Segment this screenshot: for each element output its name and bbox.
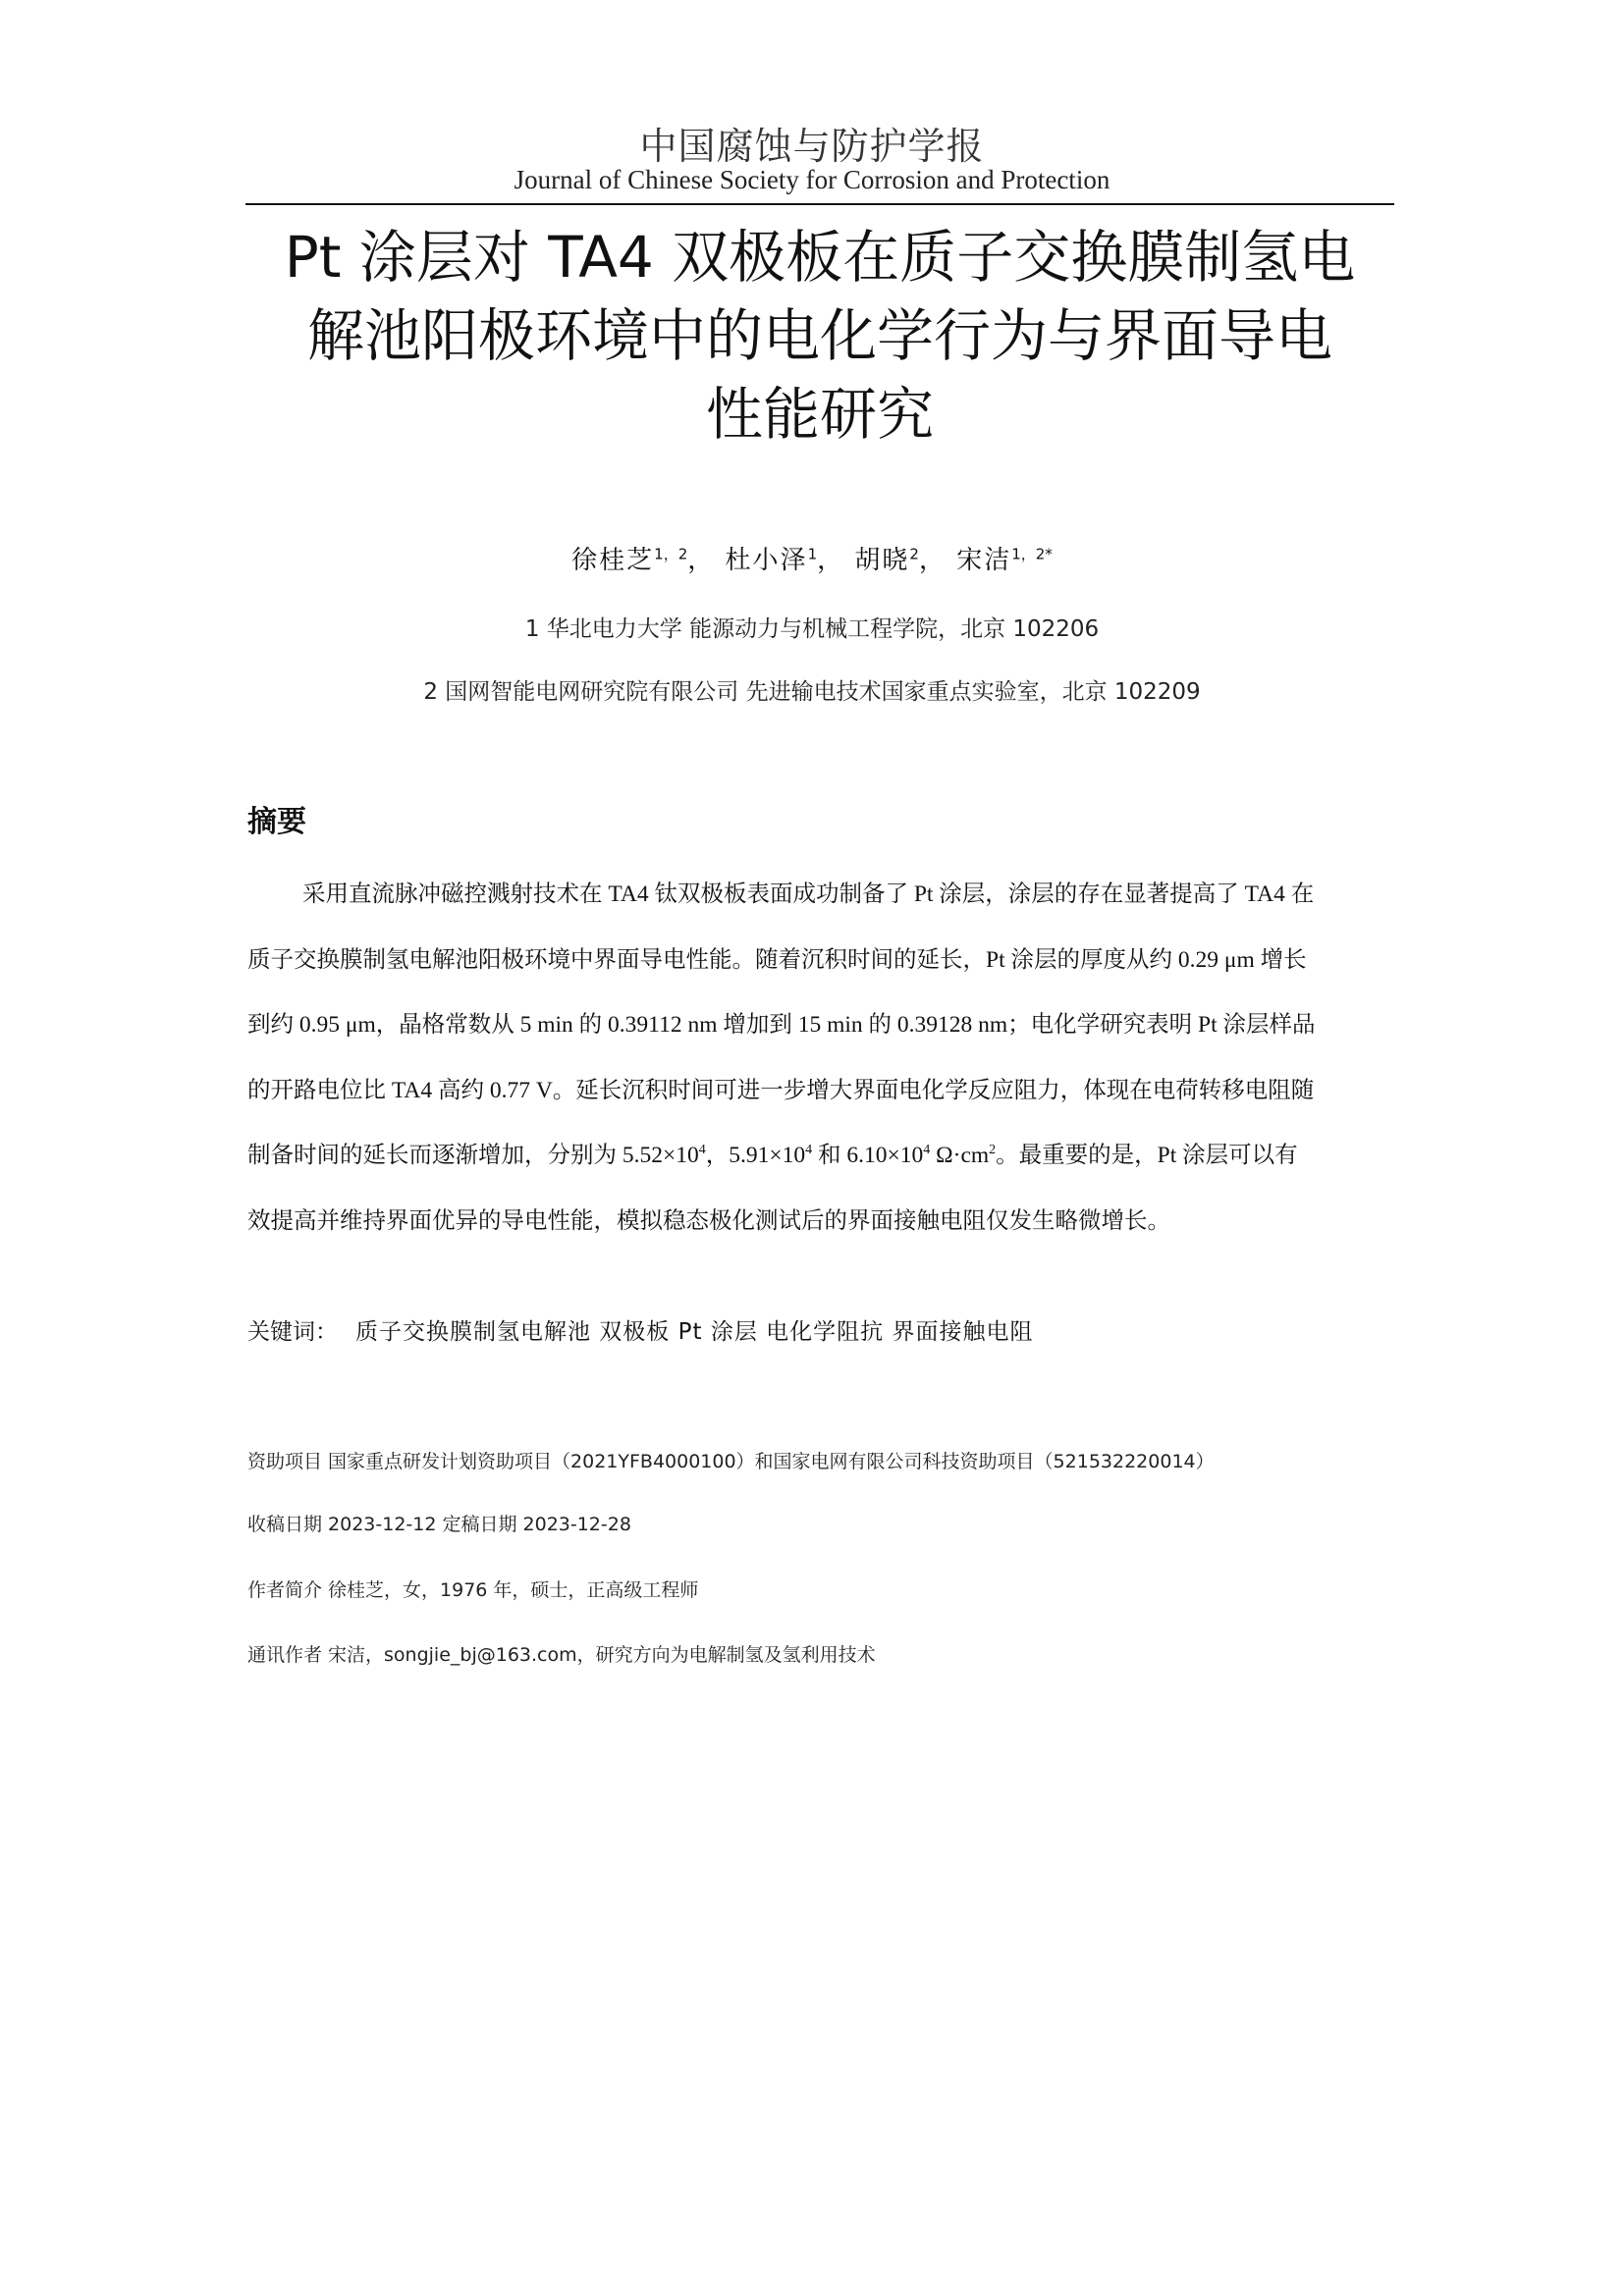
footnote-label: 通讯作者 [247, 1644, 323, 1666]
footnote-dates [247, 1510, 631, 1536]
author-name: 徐桂芝 [571, 546, 655, 575]
abstract-line: 采用直流脉冲磁控溅射技术在 TA4 钛双极板表面成功制备了 Pt 涂层，涂层的存在显著提高了 TA4 在 [302, 881, 1315, 907]
affiliation-2: 2 国网智能电网研究院有限公司 先进输电技术国家重点实验室，北京 102209 [423, 679, 1201, 705]
abstract-fragment: 。 [996, 1143, 1019, 1169]
footnote-label: 资助项目 [247, 1451, 323, 1472]
footnote-text: 2023-12-12 定稿日期 2023-12-28 [328, 1514, 631, 1535]
footnote-author-bio [247, 1575, 698, 1602]
abstract-line [247, 1123, 1386, 1189]
author-separator: ， [918, 546, 947, 575]
abstract-fragment: 和 6.10×10 [812, 1143, 924, 1169]
journal-name-en: Journal of Chinese Society for Corrosion and Protection [514, 165, 1110, 194]
footnote-corresponding-author [247, 1640, 876, 1667]
author-name: 宋洁 [956, 546, 1012, 575]
author-separator: ， [817, 546, 845, 575]
title-line: Pt 涂层对 TA4 双极板在质子交换膜制氢电 [284, 224, 1356, 291]
footnote-funding [247, 1447, 1215, 1473]
author-affil-mark: 1，2 [654, 545, 688, 563]
abstract-line: 效提高并维持界面优异的导电性能，模拟稳态极化测试后的界面接触电阻仅发生略微增长。 [247, 1207, 1170, 1234]
footnote-text: 徐桂芝，女，1976 年，硕士，正高级工程师 [328, 1579, 699, 1601]
author-separator: ， [687, 546, 716, 575]
author-name: 杜小泽 [725, 546, 808, 575]
title-line: 解池阳极环境中的电化学行为与界面导电 [306, 302, 1332, 369]
journal-name-cn: 中国腐蚀与防护学报 [639, 125, 985, 168]
affiliation-1: 1 华北电力大学 能源动力与机械工程学院，北京 102206 [524, 616, 1100, 642]
superscript: 2 [989, 1143, 997, 1158]
abstract-fragment: ，5.91×10 [705, 1143, 806, 1169]
footnote-label: 作者简介 [247, 1579, 323, 1601]
keywords-values: 质子交换膜制氢电解池 双极板 Pt 涂层 电化学阻抗 界面接触电阻 [355, 1319, 1034, 1345]
abstract-line: 的开路电位比 TA4 高约 0.77 V。延长沉积时间可进一步增大界面电化学反应阻力，体现在电荷转移电阻随 [247, 1077, 1315, 1103]
footnote-text: 宋洁，songjie_bj@163.com，研究方向为电解制氢及氢利用技术 [328, 1644, 876, 1666]
keywords-label: 关键词： [247, 1319, 338, 1345]
author-affil-mark: 2 [909, 545, 919, 563]
header-divider [245, 203, 1394, 205]
footnote-label: 收稿日期 [247, 1514, 323, 1535]
title-line: 性能研究 [705, 381, 934, 448]
footnote-text: 国家重点研发计划资助项目（2021YFB4000100）和国家电网有限公司科技资助项目（521532220014） [328, 1451, 1215, 1472]
author-list [0, 540, 1624, 576]
abstract-fragment: Ω·cm [930, 1143, 990, 1169]
paper-title [245, 218, 1394, 454]
superscript: 4 [923, 1143, 931, 1158]
abstract-heading: 摘要 [247, 805, 306, 839]
author-name: 胡晓 [854, 546, 910, 575]
abstract-line: 质子交换膜制氢电解池阳极环境中界面导电性能。随着沉积时间的延长，Pt 涂层的厚度从约 0.29 μm 增长 [247, 946, 1307, 973]
abstract-body [247, 862, 1386, 1255]
author-affil-mark: 1 [807, 545, 818, 563]
superscript: 4 [698, 1143, 706, 1158]
abstract-line: 到约 0.95 μm，晶格常数从 5 min 的 0.39112 nm 增加到 15 min 的 0.39128 nm；电化学研究表明 Pt 涂层样品 [247, 1012, 1316, 1039]
keywords [247, 1313, 1033, 1346]
abstract-fragment: 制备时间的延长而逐渐增加，分别为 5.52×10 [247, 1143, 699, 1169]
abstract-fragment: 最重要的是，Pt 涂层可以有 [1018, 1143, 1298, 1169]
superscript: 4 [805, 1143, 813, 1158]
author-affil-mark: 1，2* [1011, 545, 1053, 563]
